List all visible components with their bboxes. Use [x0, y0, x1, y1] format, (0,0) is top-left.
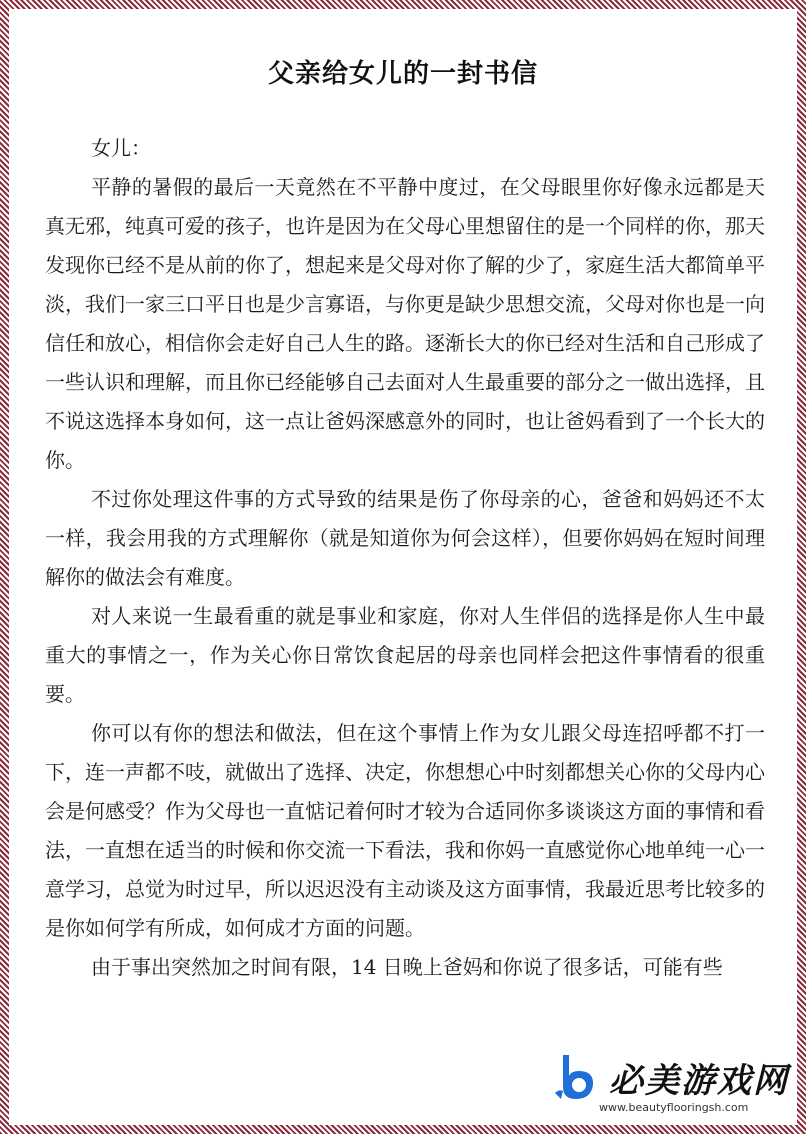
b-bubble-logo-icon — [549, 1049, 603, 1103]
watermark-url: www.beautyflooringsh.com — [599, 1101, 749, 1114]
page-title: 父亲给女儿的一封书信 — [267, 59, 538, 89]
paragraph: 对人来说一生最看重的就是事业和家庭，你对人生伴侣的选择是你人生中最重大的事情之一，作为关心你日常饮食起居的母亲也同样会把这件事情看的很重要。 — [45, 604, 765, 706]
letter-body — [45, 129, 765, 987]
salutation: 女儿： — [91, 136, 151, 160]
paragraph: 由于事出突然加之时间有限，14 日晚上爸妈和你说了很多话，可能有些 — [91, 955, 723, 979]
paragraph: 你可以有你的想法和做法，但在这个事情上作为女儿跟父母连招呼都不打一下，连一声都不吱，就做出了选择、决定，你想想心中时刻都想关心你的父母内心会是何感受？作为父母也一直惦记着何时才较为合适同你多谈谈这方面的事情和看法，一直想在适当的时候和你交流一下看法，我和你妈一直感觉你心地单纯一心一意学习，总觉为时过早，所以迟迟没有主动谈及这方面事情，我最近思考比较多的是你如何学有所成，如何成才方面的问题。 — [45, 721, 765, 940]
paragraph: 不过你处理这件事的方式导致的结果是伤了你母亲的心，爸爸和妈妈还不太一样，我会用我的方式理解你（就是知道你为何会这样），但要你妈妈在短时间理解你的做法会有难度。 — [45, 487, 765, 589]
document-page — [9, 9, 797, 1125]
watermark-brand: 必美游戏网 — [609, 1061, 789, 1101]
site-watermark — [549, 1045, 789, 1119]
paragraph: 平静的暑假的最后一天竟然在不平静中度过，在父母眼里你好像永远都是天真无邪，纯真可爱的孩子，也许是因为在父母心里想留住的是一个同样的你，那天发现你已经不是从前的你了，想起来是父母对你了解的少了，家庭生活大都简单平淡，我们一家三口平日也是少言寡语，与你更是缺少思想交流，父母对你也是一向信任和放心，相信你会走好自己人生的路。逐渐长大的你已经对生活和自己形成了一些认识和理解，而且你已经能够自己去面对人生最重要的部分之一做出选择，且不说这选择本身如何，这一点让爸妈深感意外的同时，也让爸妈看到了一个长大的你。 — [45, 175, 765, 472]
